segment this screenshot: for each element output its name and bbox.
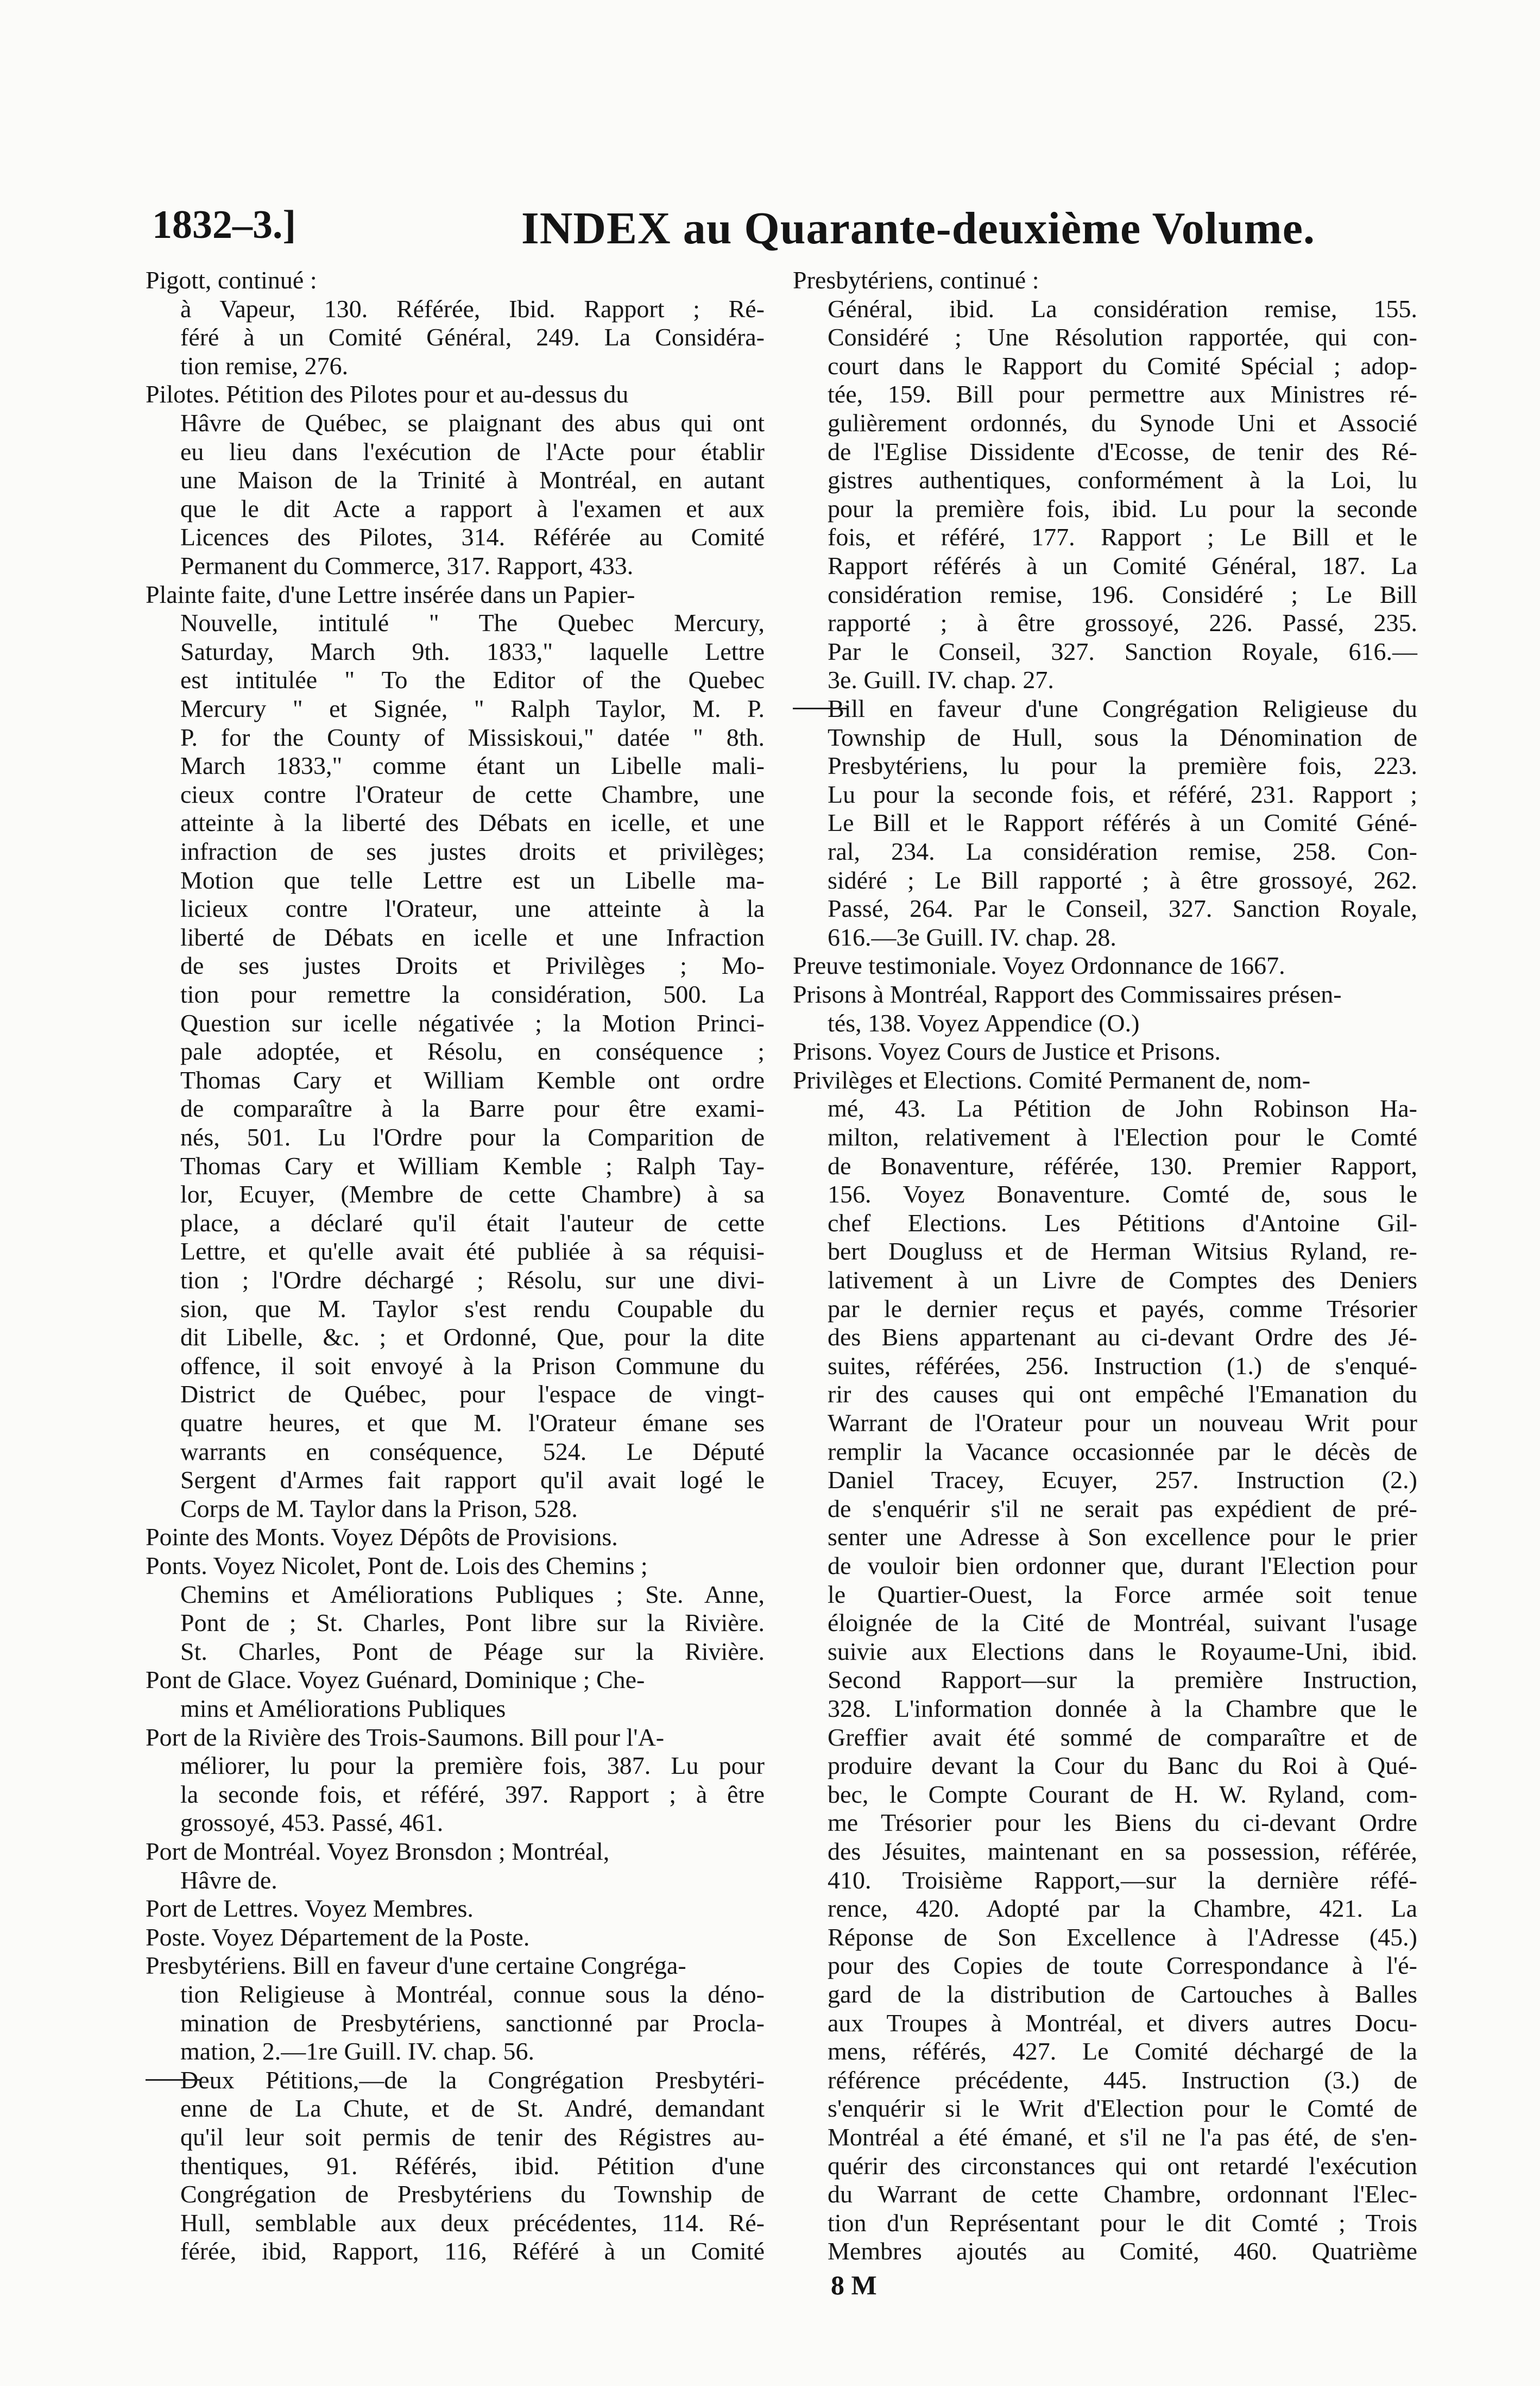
index-line: Réponse de Son Excellence à l'Adresse (45.) <box>828 1923 1417 1951</box>
index-line: mé, 43. La Pétition de John Robinson Ha- <box>828 1094 1417 1123</box>
index-line: Presbytériens, lu pour la première fois, 223. <box>828 752 1417 780</box>
index-line: March 1833," comme étant un Libelle mali- <box>180 752 765 780</box>
index-line: suites, référées, 256. Instruction (1.) de s'enqué- <box>828 1351 1417 1380</box>
index-line: Membres ajoutés au Comité, 460. Quatrième <box>828 2237 1417 2265</box>
index-line: court dans le Rapport du Comité Spécial ; adop- <box>828 351 1417 380</box>
index-line: référence précédente, 445. Instruction (3.) de <box>828 2066 1417 2094</box>
index-line: de Bonaventure, référée, 130. Premier Rapport, <box>828 1151 1417 1180</box>
index-line: quatre heures, et que M. l'Orateur émane ses <box>180 1409 765 1437</box>
index-line: 410. Troisième Rapport,—sur la dernière réfé- <box>828 1866 1417 1894</box>
index-line: de l'Eglise Dissidente d'Ecosse, de tenir des Ré- <box>828 437 1417 465</box>
index-line: Pointe des Monts. Voyez Dépôts de Provisions. <box>146 1523 618 1551</box>
index-line: Prisons à Montréal, Rapport des Commissaires présen- <box>793 980 1342 1008</box>
index-line: méliorer, lu pour la première fois, 387. Lu pour <box>180 1752 765 1780</box>
index-line: Pont de Glace. Voyez Guénard, Dominique ; Che- <box>146 1666 645 1694</box>
index-line: Passé, 264. Par le Conseil, 327. Sanction Royale, <box>828 895 1417 923</box>
index-line: considération remise, 196. Considéré ; Le Bill <box>828 580 1417 608</box>
index-line: Congrégation de Presbytériens du Township de <box>180 2180 765 2208</box>
index-line: des Biens appartenant au ci-devant Ordre des Jé- <box>828 1323 1417 1351</box>
index-line: tion d'un Représentant pour le dit Comté ; Trois <box>828 2208 1417 2237</box>
index-line: rence, 420. Adopté par la Chambre, 421. La <box>828 1894 1417 1923</box>
index-line: de ses justes Droits et Privilèges ; Mo- <box>180 952 765 980</box>
index-line: Chemins et Améliorations Publiques ; Ste. Anne, <box>180 1580 765 1608</box>
index-line: bec, le Compte Courant de H. W. Ryland, com- <box>828 1780 1417 1808</box>
index-line: Warrant de l'Orateur pour un nouveau Writ pour <box>828 1409 1417 1437</box>
index-line: du Warrant de cette Chambre, ordonnant l'Elec- <box>828 2180 1417 2208</box>
index-line: pour la première fois, ibid. Lu pour la seconde <box>828 494 1417 522</box>
index-line: aux Troupes à Montréal, et divers autres Docu- <box>828 2009 1417 2037</box>
index-line: tée, 159. Bill pour permettre aux Ministres ré- <box>828 380 1417 408</box>
index-line: de comparaître à la Barre pour être exami- <box>180 1094 765 1123</box>
index-line: Corps de M. Taylor dans la Prison, 528. <box>180 1494 578 1522</box>
index-line: gard de la distribution de Cartouches à Balles <box>828 1980 1417 2008</box>
index-line: le Quartier-Ouest, la Force armée soit tenue <box>828 1580 1417 1608</box>
index-line: tion pour remettre la considération, 500. La <box>180 980 765 1008</box>
index-line: Thomas Cary et William Kemble ont ordre <box>180 1066 765 1094</box>
index-line: mins et Améliorations Publiques <box>180 1695 506 1722</box>
index-line: Port de la Rivière des Trois-Saumons. Bill pour l'A- <box>146 1723 665 1751</box>
index-line: Second Rapport—sur la première Instruction, <box>828 1666 1417 1694</box>
index-line: éloignée de la Cité de Montréal, suivant l'usage <box>828 1609 1417 1637</box>
index-line: Deux Pétitions,—de la Congrégation Presbytéri- <box>180 2066 765 2094</box>
index-line: Thomas Cary et William Kemble ; Ralph Tay- <box>180 1151 765 1180</box>
index-line: milton, relativement à l'Election pour le Comté <box>828 1123 1417 1151</box>
index-line: rir des causes qui ont empêché l'Emanation du <box>828 1380 1417 1408</box>
index-line: place, a déclaré qu'il était l'auteur de cette <box>180 1208 765 1237</box>
index-line: Permanent du Commerce, 317. Rapport, 433. <box>180 552 634 580</box>
index-line: sidéré ; Le Bill rapporté ; à être grossoyé, 262. <box>828 866 1417 894</box>
index-line: Le Bill et le Rapport référés à un Comité Géné- <box>828 809 1417 837</box>
index-line: Pilotes. Pétition des Pilotes pour et au-dessus du <box>146 380 629 408</box>
index-line: Ponts. Voyez Nicolet, Pont de. Lois des Chemins ; <box>146 1552 648 1579</box>
index-line: rapporté ; à être grossoyé, 226. Passé, 235. <box>828 609 1417 637</box>
index-line: enne de La Chute, et de St. André, demandant <box>180 2094 765 2123</box>
index-line: tés, 138. Voyez Appendice (O.) <box>828 1009 1140 1037</box>
index-line: Daniel Tracey, Ecuyer, 257. Instruction (2.) <box>828 1466 1417 1494</box>
index-line: Pont de ; St. Charles, Pont libre sur la Rivière. <box>180 1609 765 1637</box>
index-line: Poste. Voyez Département de la Poste. <box>146 1923 530 1951</box>
index-line: Plainte faite, d'une Lettre insérée dans un Papier- <box>146 580 635 608</box>
index-line: Question sur icelle négativée ; la Motion Princi- <box>180 1009 765 1037</box>
index-line: lativement à un Livre de Comptes des Deniers <box>828 1266 1417 1294</box>
continuation-dash <box>793 708 847 709</box>
index-line: Considéré ; Une Résolution rapportée, qui con- <box>828 323 1417 351</box>
index-line: infraction de ses justes droits et privilèges; <box>180 838 765 865</box>
index-line: pour des Copies de toute Correspondance à l'é- <box>828 1951 1417 1980</box>
continuation-dash <box>146 2079 200 2081</box>
index-line: tion remise, 276. <box>180 351 349 380</box>
index-line: bert Dougluss et de Herman Witsius Ryland, re- <box>828 1237 1417 1266</box>
index-line: atteinte à la liberté des Débats en icelle, et une <box>180 809 765 837</box>
index-line: offence, il soit envoyé à la Prison Commune du <box>180 1351 765 1380</box>
index-line: District de Québec, pour l'espace de vingt- <box>180 1380 765 1408</box>
index-line: de vouloir bien ordonner que, durant l'Election pour <box>828 1552 1417 1579</box>
index-line: de s'enquérir s'il ne serait pas expédient de pré- <box>828 1494 1417 1522</box>
index-line: remplir la Vacance occasionnée par le décès de <box>828 1437 1417 1465</box>
index-line: St. Charles, Pont de Péage sur la Rivière. <box>180 1637 765 1665</box>
index-line: féré à un Comité Général, 249. La Considéra- <box>180 323 765 351</box>
index-line: Prisons. Voyez Cours de Justice et Prisons. <box>793 1037 1221 1066</box>
index-line: Motion que telle Lettre est un Libelle ma- <box>180 866 765 894</box>
index-line: des Jésuites, maintenant en sa possession, référée, <box>828 1837 1417 1865</box>
index-line: Par le Conseil, 327. Sanction Royale, 616.— <box>828 637 1417 665</box>
index-line: liberté de Débats en icelle et une Infraction <box>180 923 765 951</box>
index-line: chef Elections. Les Pétitions d'Antoine Gil- <box>828 1208 1417 1237</box>
index-line: Lu pour la seconde fois, et référé, 231. Rapport ; <box>828 780 1417 808</box>
index-line: Lettre, et qu'elle avait été publiée à sa réquisi- <box>180 1237 765 1266</box>
index-line: la seconde fois, et référé, 397. Rapport ; à être <box>180 1780 765 1808</box>
index-line: Privilèges et Elections. Comité Permanent de, nom- <box>793 1066 1311 1094</box>
index-line: Bill en faveur d'une Congrégation Religieuse du <box>828 695 1417 722</box>
index-line: gulièrement ordonnés, du Synode Uni et Associé <box>828 409 1417 437</box>
index-line: Sergent d'Armes fait rapport qu'il avait logé le <box>180 1466 765 1494</box>
index-line: Hull, semblable aux deux précédentes, 114. Ré- <box>180 2208 765 2237</box>
index-line: Hâvre de. <box>180 1866 277 1894</box>
index-line: est intitulée " To the Editor of the Quebec <box>180 666 765 694</box>
index-line: Preuve testimoniale. Voyez Ordonnance de 1667. <box>793 952 1285 980</box>
index-line: grossoyé, 453. Passé, 461. <box>180 1809 444 1837</box>
index-line: une Maison de la Trinité à Montréal, en autant <box>180 466 765 494</box>
index-line: Hâvre de Québec, se plaignant des abus qui ont <box>180 409 765 437</box>
index-line: eu lieu dans l'exécution de l'Acte pour établir <box>180 437 765 465</box>
header-years: 1832–3.] <box>152 203 296 247</box>
index-line: 3e. Guill. IV. chap. 27. <box>828 666 1054 694</box>
index-line: senter une Adresse à Son excellence pour le prier <box>828 1523 1417 1551</box>
index-line: Rapport référés à un Comité Général, 187. La <box>828 552 1417 580</box>
index-line: cieux contre l'Orateur de cette Chambre, une <box>180 780 765 808</box>
index-line: Saturday, March 9th. 1833," laquelle Lettre <box>180 637 765 665</box>
index-line: gistres authentiques, conformément à la Loi, lu <box>828 466 1417 494</box>
index-line: Greffier avait été sommé de comparaître et de <box>828 1723 1417 1751</box>
index-line: que le dit Acte a rapport à l'examen et aux <box>180 494 765 522</box>
index-line: Presbytériens, continué : <box>793 266 1039 294</box>
index-line: Nouvelle, intitulé " The Quebec Mercury, <box>180 609 765 637</box>
index-line: lor, Ecuyer, (Membre de cette Chambre) à sa <box>180 1180 765 1208</box>
index-line: à Vapeur, 130. Référée, Ibid. Rapport ; Ré- <box>180 294 765 323</box>
index-line: qu'il leur soit permis de tenir des Régistres au- <box>180 2123 765 2151</box>
index-line: quérir des circonstances qui ont retardé l'exécution <box>828 2151 1417 2180</box>
index-line: dit Libelle, &c. ; et Ordonné, Que, pour la dite <box>180 1323 765 1351</box>
index-line: pale adoptée, et Résolu, en conséquence ; <box>180 1037 765 1066</box>
index-line: Port de Montréal. Voyez Bronsdon ; Montréal, <box>146 1837 610 1865</box>
index-line: ral, 234. La considération remise, 258. Con- <box>828 838 1417 865</box>
index-line: 616.—3e Guill. IV. chap. 28. <box>828 923 1116 951</box>
index-line: Township de Hull, sous la Dénomination de <box>828 723 1417 751</box>
index-line: Port de Lettres. Voyez Membres. <box>146 1894 474 1923</box>
index-line: produire devant la Cour du Banc du Roi à Qué- <box>828 1752 1417 1780</box>
index-line: tion ; l'Ordre déchargé ; Résolu, sur une divi- <box>180 1266 765 1294</box>
index-line: s'enquérir si le Writ d'Election pour le Comté de <box>828 2094 1417 2123</box>
index-line: fois, et référé, 177. Rapport ; Le Bill et le <box>828 523 1417 551</box>
index-line: mens, référés, 427. Le Comité déchargé de la <box>828 2037 1417 2066</box>
index-line: warrants en conséquence, 524. Le Député <box>180 1437 765 1465</box>
index-line: nés, 501. Lu l'Ordre pour la Comparition de <box>180 1123 765 1151</box>
index-line: mination de Presbytériens, sanctionné par Procla- <box>180 2009 765 2037</box>
index-line: me Trésorier pour les Biens du ci-devant Ordre <box>828 1809 1417 1837</box>
index-line: 156. Voyez Bonaventure. Comté de, sous le <box>828 1180 1417 1208</box>
index-line: 328. L'information donnée à la Chambre que le <box>828 1695 1417 1722</box>
index-line: Montréal a été émané, et s'il ne l'a pas été, de s'en- <box>828 2123 1417 2151</box>
index-line: tion Religieuse à Montréal, connue sous la déno- <box>180 1980 765 2008</box>
index-line: par le dernier reçus et payés, comme Trésorier <box>828 1294 1417 1323</box>
index-line: sion, que M. Taylor s'est rendu Coupable du <box>180 1294 765 1323</box>
index-line: mation, 2.—1re Guill. IV. chap. 56. <box>180 2037 534 2066</box>
signature-mark: 8 M <box>831 2270 877 2300</box>
index-line: férée, ibid, Rapport, 116, Référé à un Comité <box>180 2237 765 2265</box>
index-line: licieux contre l'Orateur, une atteinte à la <box>180 895 765 923</box>
index-line: Licences des Pilotes, 314. Référée au Comité <box>180 523 765 551</box>
index-line: Presbytériens. Bill en faveur d'une certaine Congréga- <box>146 1951 686 1980</box>
index-line: thentiques, 91. Référés, ibid. Pétition d'une <box>180 2151 765 2180</box>
index-line: P. for the County of Missiskoui," datée " 8th. <box>180 723 765 751</box>
index-line: suivie aux Elections dans le Royaume-Uni, ibid. <box>828 1637 1417 1665</box>
page-title: INDEX au Quarante-deuxième Volume. <box>521 203 1316 254</box>
index-line: Général, ibid. La considération remise, 155. <box>828 294 1417 323</box>
index-line: Mercury " et Signée, " Ralph Taylor, M. P. <box>180 695 765 722</box>
index-line: Pigott, continué : <box>146 266 317 294</box>
